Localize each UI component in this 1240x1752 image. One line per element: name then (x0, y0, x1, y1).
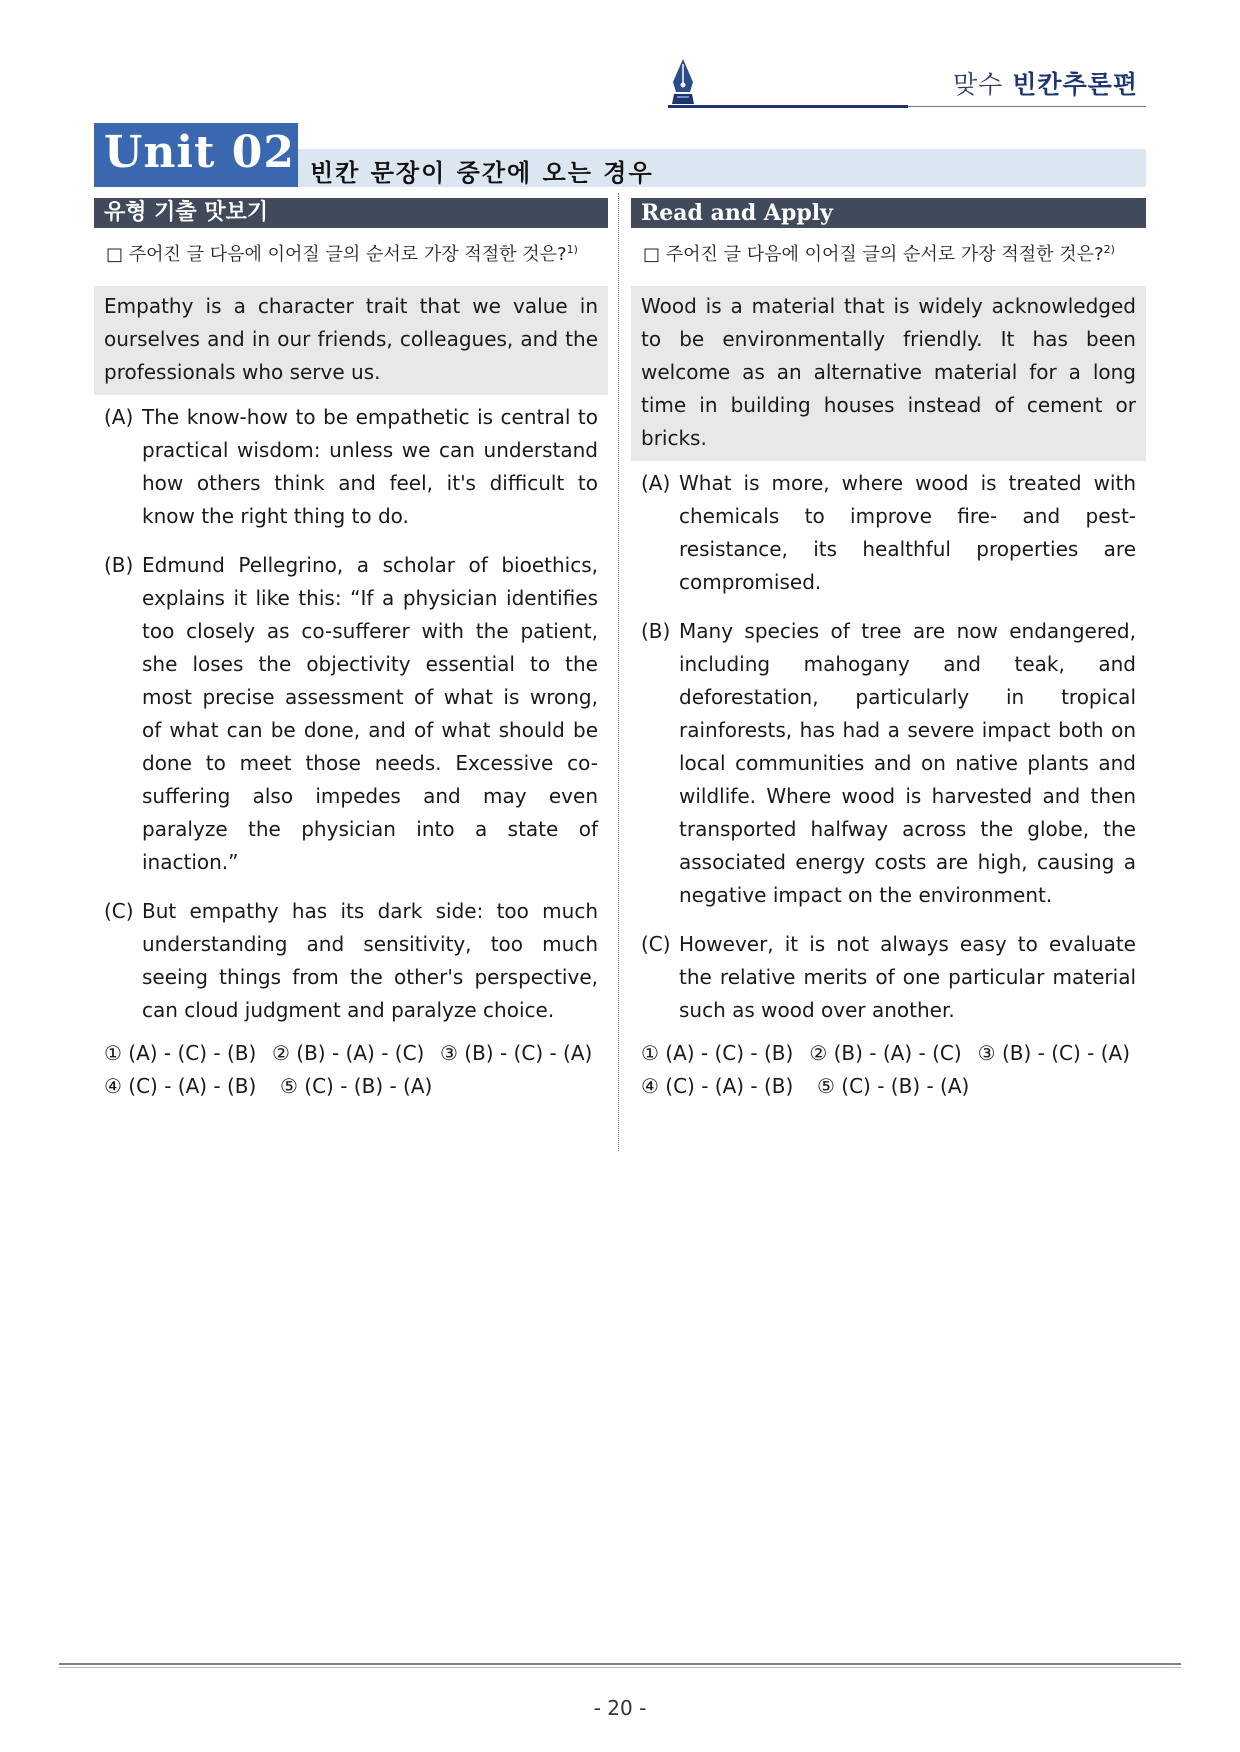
book-title-prefix: 맞수 (952, 70, 1004, 99)
right-answer-choices (631, 1037, 1146, 1103)
page-number: - 20 - (593, 1696, 647, 1720)
book-title (953, 65, 1138, 101)
right-paragraph-b (631, 615, 1146, 912)
right-paragraph-a (631, 467, 1146, 599)
right-question (643, 240, 1146, 266)
paragraph-label: (C) (104, 899, 134, 923)
right-column (631, 198, 1146, 1103)
left-paragraph-a (94, 401, 608, 533)
running-header (668, 55, 1146, 111)
left-intro-passage: Empathy is a character trait that we value in ourselves and in our friends, colleagues, and the professionals who serve us. (94, 286, 608, 395)
left-footnote-ref: 1) (566, 243, 578, 256)
answer-choice-1[interactable]: ① (A) - (C) - (B) (641, 1041, 794, 1065)
left-question (106, 240, 608, 266)
left-answer-choices (94, 1037, 608, 1103)
fountain-pen-icon (668, 58, 698, 106)
paragraph-text: However, it is not always easy to evaluate the relative merits of one particular material such as wood over another. (679, 932, 1136, 1022)
left-section-title: 유형 기출 맛보기 (94, 198, 608, 228)
column-divider (618, 193, 619, 1151)
paragraph-label: (B) (641, 619, 671, 643)
footer-rule-thin (59, 1667, 1181, 1668)
unit-subtitle: 빈칸 문장이 중간에 오는 경우 (310, 159, 654, 187)
unit-badge (94, 123, 298, 187)
paragraph-label: (A) (104, 405, 134, 429)
right-paragraph-c (631, 928, 1146, 1027)
left-question-text: □ 주어진 글 다음에 이어질 글의 순서로 가장 적절한 것은? (106, 244, 567, 265)
paragraph-label: (C) (641, 932, 671, 956)
right-intro-passage: Wood is a material that is widely acknowledged to be environmentally friendly. It has been welcome as an alternative material for a long time in building houses instead of cement or bricks. (631, 286, 1146, 461)
paragraph-text: The know-how to be empathetic is central to practical wisdom: unless we can understand how others think and feel, it's difficult to know the right thing to do. (142, 405, 598, 528)
paragraph-label: (B) (104, 553, 134, 577)
paragraph-text: But empathy has its dark side: too much understanding and sensitivity, too much seeing things from the other's perspective, can cloud judgment and paralyze choice. (142, 899, 598, 1022)
footer-rule (59, 1663, 1181, 1665)
book-title-main: 빈칸추론편 (1012, 70, 1138, 99)
unit-label: Unit 02 (104, 127, 295, 178)
answer-choice-4[interactable]: ④ (C) - (A) - (B) (641, 1074, 794, 1098)
paragraph-label: (A) (641, 471, 671, 495)
left-paragraph-c (94, 895, 608, 1027)
right-section-title: Read and Apply (631, 198, 1146, 228)
paragraph-text: Edmund Pellegrino, a scholar of bioethics, explains it like this: “If a physician identifies too closely as co-sufferer with the patient, she loses the objectivity essential to the most precise assessment of what is wrong, of what can be done, and of what should be done to meet those needs. Excessive co-suffering also impedes and may even paralyze the physician into a state of inaction.” (142, 553, 598, 874)
answer-choice-3[interactable]: ③ (B) - (C) - (A) (440, 1041, 593, 1065)
answer-choice-4[interactable]: ④ (C) - (A) - (B) (104, 1074, 257, 1098)
left-paragraph-b (94, 549, 608, 879)
answer-choice-2[interactable]: ② (B) - (A) - (C) (809, 1041, 962, 1065)
paragraph-text: Many species of tree are now endangered, including mahogany and teak, and deforestation, particularly in tropical rainforests, has had a severe impact both on local communities and on native plants and wildlife. Where wood is harvested and then transported halfway across the globe, the associated energy costs are high, causing a negative impact on the environment. (679, 619, 1136, 907)
unit-subtitle-bar (298, 149, 1146, 187)
right-question-text: □ 주어진 글 다음에 이어질 글의 순서로 가장 적절한 것은? (643, 244, 1104, 265)
answer-choice-2[interactable]: ② (B) - (A) - (C) (272, 1041, 425, 1065)
answer-choice-5[interactable]: ⑤ (C) - (B) - (A) (817, 1074, 970, 1098)
answer-choice-1[interactable]: ① (A) - (C) - (B) (104, 1041, 257, 1065)
right-footnote-ref: 2) (1103, 243, 1115, 256)
left-column (94, 198, 608, 1103)
header-rule (668, 105, 908, 108)
header-rule-thin (908, 106, 1146, 107)
answer-choice-3[interactable]: ③ (B) - (C) - (A) (977, 1041, 1130, 1065)
answer-choice-5[interactable]: ⑤ (C) - (B) - (A) (280, 1074, 433, 1098)
paragraph-text: What is more, where wood is treated with chemicals to improve fire- and pest-resistance, its healthful properties are compromised. (679, 471, 1136, 594)
